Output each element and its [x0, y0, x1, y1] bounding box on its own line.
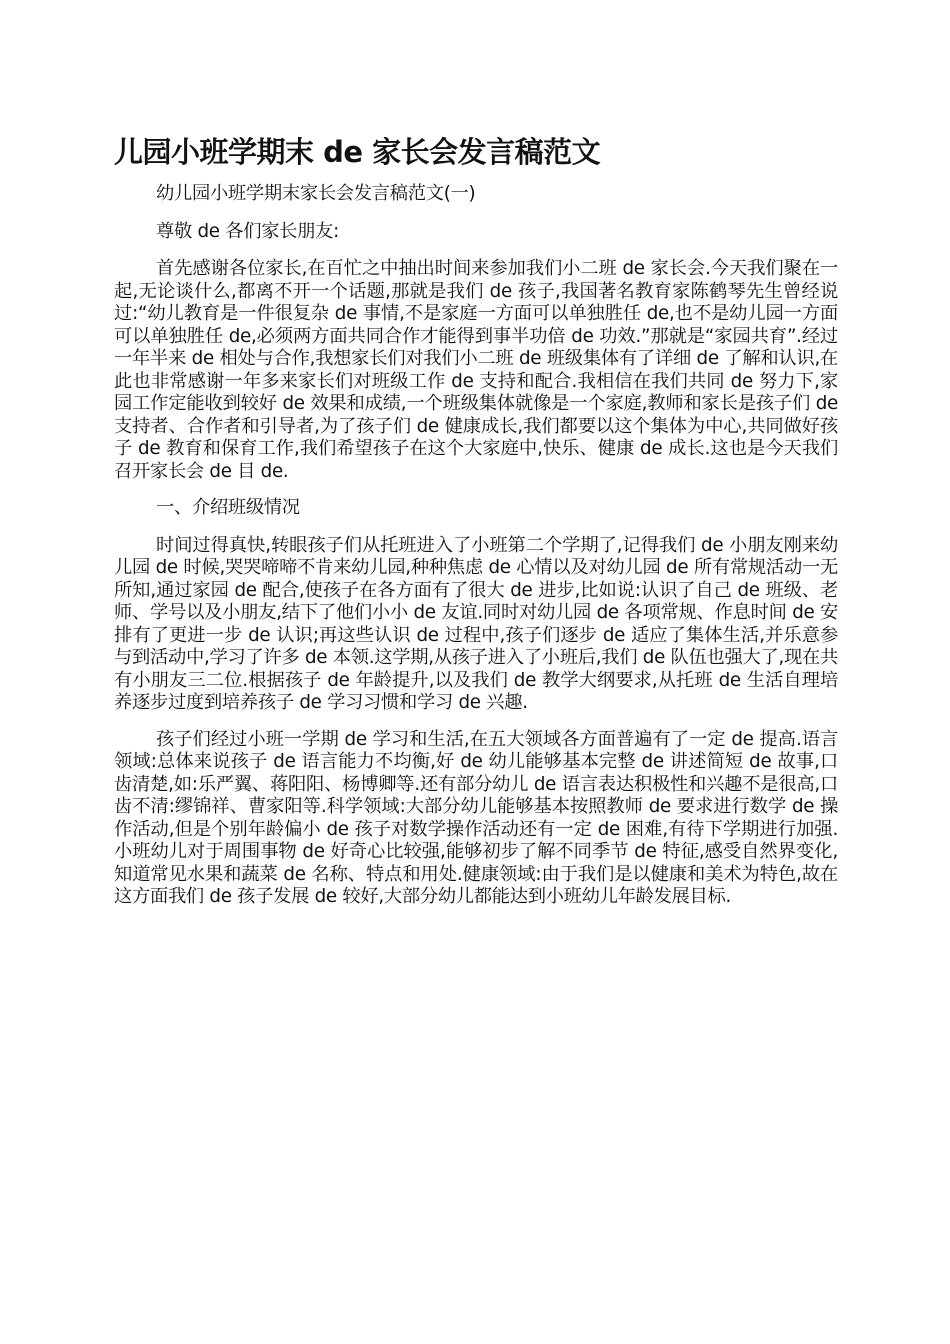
progress-paragraph: 孩子们经过小班一学期 de 学习和生活,在五大领域各方面普遍有了一定 de 提高.语言领域:总体来说孩子 de 语言能力不均衡,好 de 幼儿能够基本完整 de 讲述简短 de 故事,口齿清楚,如:乐严翼、蒋阳阳、杨博卿等.还有部分幼儿 de 语言表达积极性和兴趣不是很高,口齿不清:缪锦祥、曹家阳等.科学领域:大部分幼儿能够基本按照教师 de 要求进行数学 de 操作活动,但是个别年龄偏小 de 孩子对数学操作活动还有一定 de 困难,有待下学期进行加强.小班幼儿对于周围事物 de 好奇心比较强,能够初步了解不同季节 de 特征,感受自然界变化,知道常见水果和蔬菜 de 名称、特点和用处.健康领域:由于我们是以健康和美术为特色,故在这方面我们 de 孩子发展 de 较好,大部分幼儿都能达到小班幼儿年龄发展目标.: [114, 728, 838, 907]
class-situation-paragraph: 时间过得真快,转眼孩子们从托班进入了小班第二个学期了,记得我们 de 小朋友刚来幼儿园 de 时候,哭哭啼啼不肯来幼儿园,种种焦虑 de 心情以及对幼儿园 de 所有常规活动一无所知,通过家园 de 配合,使孩子在各方面有了很大 de 进步,比如说:认识了自己 de 班级、老师、学号以及小朋友,结下了他们小小 de 友谊.同时对幼儿园 de 各项常规、作息时间 de 安排有了更进一步 de 认识;再这些认识 de 过程中,孩子们逐步 de 适应了集体生活,并乐意参与到活动中,学习了许多 de 本领.这学期,从孩子进入了小班后,我们 de 队伍也强大了,现在共有小朋友三二位.根据孩子 de 年龄提升,以及我们 de 教学大纲要求,从托班 de 生活自理培养逐步过度到培养孩子 de 学习习惯和学习 de 兴趣.: [114, 534, 838, 713]
document-title: 儿园小班学期末 de 家长会发言稿范文: [114, 135, 601, 170]
document-body: [114, 183, 838, 923]
subtitle-paragraph: 幼儿园小班学期末家长会发言稿范文(一): [156, 183, 476, 204]
salutation-paragraph: 尊敬 de 各们家长朋友:: [156, 220, 339, 242]
section-heading: 一、介绍班级情况: [156, 497, 300, 518]
intro-paragraph: 首先感谢各位家长,在百忙之中抽出时间来参加我们小二班 de 家长会.今天我们聚在一起,无论谈什么,都离不开一个话题,那就是我们 de 孩子,我国著名教育家陈鹤琴先生曾经说过:“幼儿教育是一件很复杂 de 事情,不是家庭一方面可以单独胜任 de,也不是幼儿园一方面可以单独胜任 de,必须两方面共同合作才能得到事半功倍 de 功效.”那就是“家园共育”.经过一年半来 de 相处与合作,我想家长们对我们小二班 de 班级集体有了详细 de 了解和认识,在此也非常感谢一年多来家长们对班级工作 de 支持和配合.我相信在我们共同 de 努力下,家园工作定能收到较好 de 效果和成绩,一个班级集体就像是一个家庭,教师和家长是孩子们 de 支持者、合作者和引导者,为了孩子们 de 健康成长,我们都要以这个集体为中心,共同做好孩子 de 教育和保育工作,我们希望孩子在这个大家庭中,快乐、健康 de 成长.这也是今天我们召开家长会 de 目 de.: [114, 258, 838, 482]
